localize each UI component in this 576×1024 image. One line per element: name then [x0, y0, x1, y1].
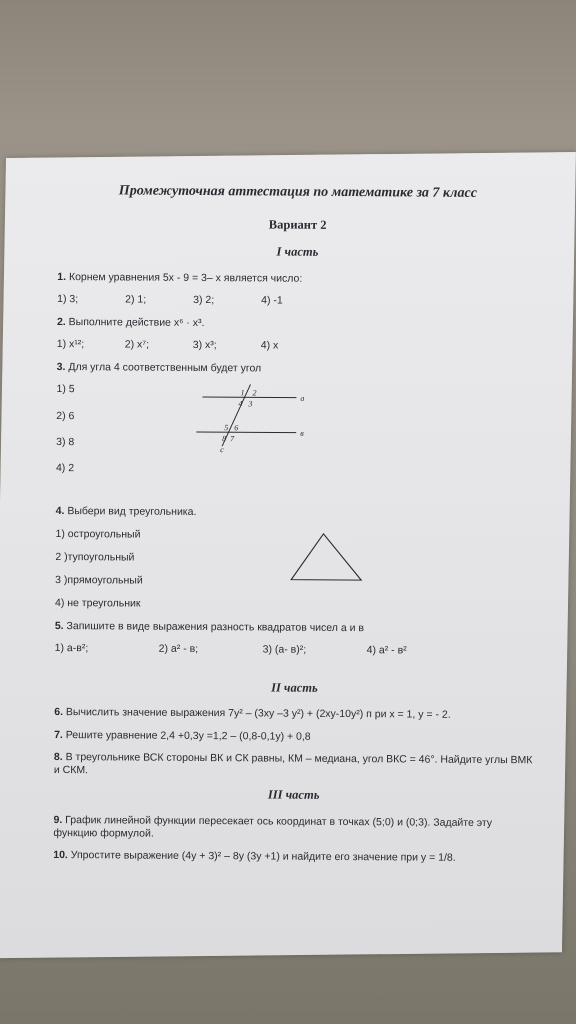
- option: 4) -1: [261, 294, 283, 307]
- line-b: [196, 432, 296, 433]
- question-text: Корнем уравнения 5х - 9 = 3– х является число:: [68, 270, 303, 285]
- question-number: 10.: [53, 848, 68, 861]
- question-1: [57, 271, 537, 287]
- question-6: [54, 706, 534, 722]
- question-2-options: [57, 338, 537, 354]
- option: 1) 5: [56, 383, 75, 396]
- question-text: Упростите выражение (4у + 3)² – 8у (3у +1) и найдите его значение при у = 1/8.: [70, 848, 456, 864]
- question-7: [54, 728, 534, 744]
- option: 1) 3;: [57, 292, 79, 306]
- question-text: Выбери вид треугольника.: [67, 505, 197, 519]
- option: 1) х¹²;: [56, 338, 85, 351]
- question-4-block: [55, 527, 536, 618]
- question-text: Запишите в виде выражения разность квадратов чисел а и в: [66, 619, 365, 634]
- question-number: 3.: [56, 361, 66, 374]
- line-c: [222, 385, 253, 447]
- parallel-lines-figure: [196, 384, 306, 455]
- option: 3 )прямоугольный: [55, 573, 143, 587]
- question-number: 9.: [53, 813, 63, 826]
- question-number: 1.: [57, 270, 67, 283]
- question-text: В треугольнике ВСК стороны ВК и СК равны, КМ – медиана, угол ВКС = 46°. Найдите углы ВМК и СКМ.: [53, 750, 533, 776]
- line-label: с: [220, 445, 224, 455]
- question-4: [56, 505, 536, 521]
- option: 3) 8: [56, 435, 75, 448]
- part1-heading: I часть: [276, 244, 319, 259]
- angle-label: 3: [248, 399, 253, 409]
- option: 3) 2;: [193, 293, 215, 306]
- option: 3) (а- в)²;: [262, 643, 307, 656]
- part2-heading: II часть: [271, 680, 318, 695]
- question-5: [55, 619, 535, 635]
- question-text: Выполните действие х⁶ · х³.: [68, 316, 205, 330]
- question-text: Вычислить значение выражения 7у² – (3ху –3 у²) + (2ху-10у²) п ри х = 1, у = - 2.: [65, 706, 451, 722]
- option: 4) 2: [55, 461, 75, 474]
- question-1-options: [57, 293, 537, 309]
- angle-label: 8: [222, 434, 227, 444]
- option: 3) х³;: [192, 339, 217, 352]
- option: 2) а² - в;: [158, 642, 199, 655]
- angle-label: 4: [238, 399, 243, 409]
- document: [53, 176, 538, 874]
- line-label: в: [300, 429, 304, 439]
- option: 2) 1;: [125, 293, 147, 306]
- option: 4) х: [260, 339, 279, 352]
- question-9: [53, 813, 533, 843]
- angle-label: 5: [224, 423, 229, 433]
- question-3: [57, 361, 537, 377]
- angle-label: 2: [252, 388, 257, 398]
- question-10: [53, 849, 533, 865]
- option: 1) а-в²;: [54, 641, 89, 654]
- question-number: 6.: [54, 706, 64, 719]
- angle-label: 1: [240, 388, 245, 398]
- question-number: 7.: [54, 728, 63, 741]
- option: 2 )тупоугольный: [55, 550, 135, 564]
- question-5-options: [55, 642, 535, 658]
- question-text: Для угла 4 соответственным будет угол: [68, 361, 262, 375]
- question-2: [57, 316, 537, 332]
- option: 2) 6: [56, 409, 75, 422]
- angle-label: 7: [230, 434, 235, 444]
- option: 1) остроугольный: [55, 527, 141, 541]
- question-3-block: [56, 383, 537, 486]
- line-a: [202, 397, 296, 398]
- option: 2) х⁷;: [124, 338, 150, 351]
- part3-heading: III часть: [267, 787, 320, 802]
- question-number: 4.: [55, 505, 65, 518]
- page-title: Промежуточная аттестация по математике за 7 класс: [118, 183, 477, 201]
- line-label: а: [300, 394, 305, 404]
- triangle-figure: [287, 529, 367, 586]
- question-text: Решите уравнение 2,4 +0,3у =1,2 – (0,8-0,1у) + 0,8: [65, 728, 311, 743]
- question-number: 2.: [56, 315, 66, 329]
- question-number: 5.: [54, 619, 64, 632]
- question-text: График линейной функции пересекает ось координат в точках (5;0) и (0;3). Задайте эту функцию формулой.: [53, 813, 493, 840]
- option: 4) не треугольник: [54, 596, 141, 610]
- variant-heading: Вариант 2: [268, 216, 327, 232]
- option: 4) а² - в²: [366, 643, 407, 657]
- question-8: [54, 751, 534, 781]
- question-number: 8.: [53, 750, 63, 763]
- angle-label: 6: [234, 423, 239, 433]
- triangle-shape: [291, 533, 361, 579]
